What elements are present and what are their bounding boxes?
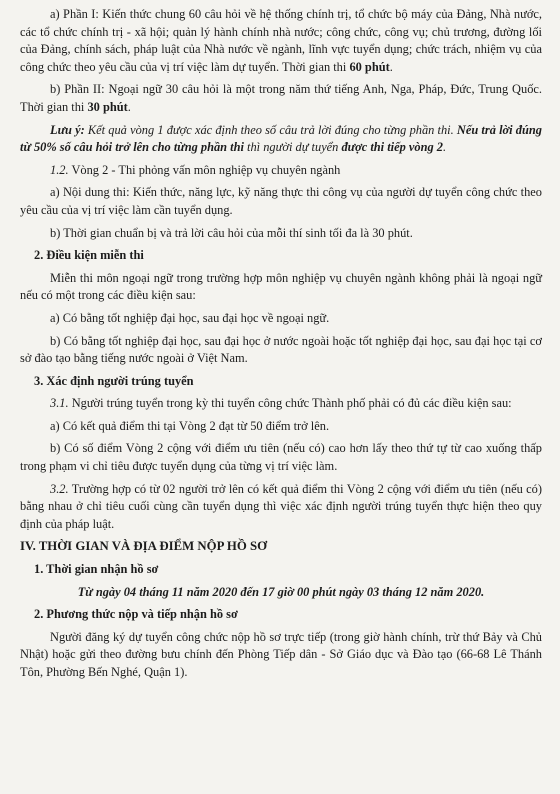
winner-3-1 bbox=[20, 395, 542, 413]
note-text-4: được thi tiếp vòng 2 bbox=[341, 140, 443, 155]
winner-heading: 3. Xác định người trúng tuyển bbox=[34, 373, 194, 388]
part1-duration: 60 phút bbox=[349, 59, 390, 74]
exempt-a: a) Có bằng tốt nghiệp đại học, sau đại học về ngoại ngữ. bbox=[50, 310, 330, 325]
note-paragraph bbox=[20, 122, 542, 157]
section4-heading: IV. THỜI GIAN VÀ ĐỊA ĐIỂM NỘP HỒ SƠ bbox=[20, 539, 268, 554]
part1-text: a) Phần I: Kiến thức chung 60 câu hỏi về hệ thống chính trị, tổ chức bộ máy của Đảng, Nhà nước, các tổ chức chính trị - xã hội; quản lý hành chính nhà nước; công chức, công vụ; chủ trương, đường lối của Đảng, chính sách, pháp luật của Nhà nước về ngành, lĩnh vực tuyển dụng; chức trách, nhiệm vụ của công chức theo yêu cầu của vị trí việc làm dự tuyển. Thời gian thi bbox=[20, 7, 542, 74]
part2-paragraph bbox=[20, 81, 542, 116]
winner-3-2-text: Trường hợp có từ 02 người trở lên có kết quả điểm thi Vòng 2 cộng với điểm ưu tiên (nếu có) bằng nhau ở chỉ tiêu cuối cùng cần tuyển dụng thì việc xác định người trúng tuyển thực hiện theo quy định của pháp luật. bbox=[20, 481, 542, 531]
note-label: Lưu ý: bbox=[50, 122, 85, 137]
winner-b: b) Có số điểm Vòng 2 cộng với điểm ưu tiên (nếu có) cao hơn lấy theo thứ tự từ cao xuống thấp trong phạm vi chỉ tiêu được tuyển dụng của từng vị trí việc làm. bbox=[20, 441, 542, 474]
round2-heading bbox=[20, 162, 542, 180]
round2-content: a) Nội dung thi: Kiến thức, năng lực, kỹ năng thực thi công vụ của người dự tuyển công chức theo yêu cầu của vị trí việc làm cần tuyển dụng. bbox=[20, 185, 542, 217]
exempt-heading: 2. Điều kiện miễn thi bbox=[34, 248, 144, 263]
part2-end: . bbox=[127, 99, 131, 114]
note-text-5: . bbox=[442, 140, 447, 155]
exempt-b: b) Có bằng tốt nghiệp đại học, sau đại học ở nước ngoài hoặc tốt nghiệp đại học, sau đại học tại cơ sở đào tạo bằng tiếng nước ngoài ở Việt Nam. bbox=[20, 333, 542, 366]
round2-title: Vòng 2 - Thi phỏng vấn môn nghiệp vụ chuyên ngành bbox=[68, 162, 341, 177]
winner-a: a) Có kết quả điểm thi tại Vòng 2 đạt từ 50 điểm trở lên. bbox=[50, 418, 330, 433]
winner-3-1-number: 3.1. bbox=[50, 396, 69, 411]
winner-3-2-number: 3.2. bbox=[50, 481, 69, 496]
winner-3-1-text: Người trúng tuyển trong kỳ thi tuyển công chức Thành phố phải có đủ các điều kiện sau: bbox=[68, 396, 512, 411]
note-text-1: Kết quả vòng 1 được xác định theo số câu trả lời đúng cho từng phần thi. bbox=[84, 122, 457, 137]
exempt-intro: Miễn thi môn ngoại ngữ trong trường hợp môn nghiệp vụ chuyên ngành không phải là ngoại ngữ nếu có một trong các điều kiện sau: bbox=[20, 270, 542, 303]
part1-end: . bbox=[389, 59, 393, 74]
round2-time: b) Thời gian chuẩn bị và trả lời câu hỏi của mỗi thí sinh tối đa là 30 phút. bbox=[50, 225, 413, 240]
note-text-2: Nếu trả lời đúng từ 50% số câu hỏi trở lên cho từng phần thi bbox=[20, 122, 542, 155]
note-text-3: thì người dự tuyển bbox=[243, 140, 342, 155]
round2-number: 1.2. bbox=[50, 162, 69, 177]
part2-text: b) Phần II: Ngoại ngữ 30 câu hỏi là một trong năm thứ tiếng Anh, Nga, Pháp, Đức, Trung Quốc. Thời gian thi bbox=[20, 82, 542, 114]
receive-time-text: Từ ngày 04 tháng 11 năm 2020 đến 17 giờ 00 phút ngày 03 tháng 12 năm 2020. bbox=[77, 584, 485, 599]
method-heading: 2. Phương thức nộp và tiếp nhận hồ sơ bbox=[34, 607, 238, 622]
method-text: Người đăng ký dự tuyển công chức nộp hồ sơ trực tiếp (trong giờ hành chính, trừ thứ Bảy và Chủ Nhật) hoặc gửi theo đường bưu chính đến Phòng Tiếp dân - Sở Giáo dục và Đào tạo (66-68 Lê Thánh Tôn, Phường Bến Nghé, Quận 1). bbox=[20, 629, 542, 679]
part2-duration: 30 phút bbox=[87, 99, 128, 114]
winner-3-2 bbox=[20, 481, 542, 534]
part1-paragraph bbox=[20, 6, 542, 76]
receive-time-heading: 1. Thời gian nhận hồ sơ bbox=[34, 562, 159, 577]
